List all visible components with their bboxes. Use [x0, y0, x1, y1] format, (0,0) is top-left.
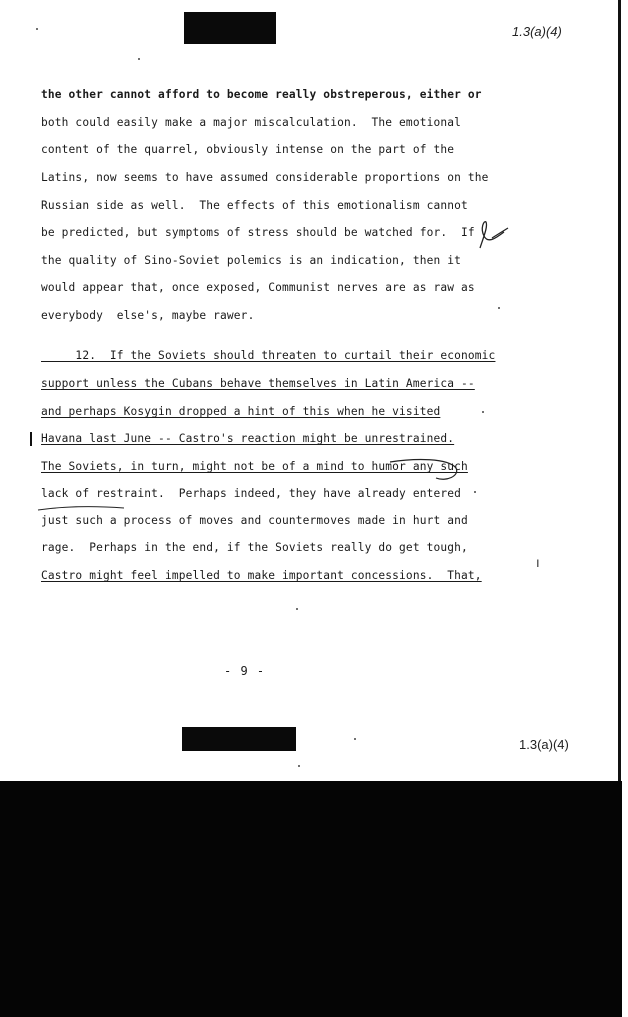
handwritten-mark-icon [474, 218, 514, 254]
para2-line-2: support unless the Cubans behave themselves in Latin America -- [41, 377, 475, 390]
para1-line-1: the other cannot afford to become really obstreperous, either or [41, 88, 482, 101]
speck [296, 608, 298, 610]
para1-line-9: everybody else's, maybe rawer. [41, 309, 255, 322]
para2-line-6: lack of restraint. Perhaps indeed, they have already entered [41, 487, 462, 500]
stray-mark: ı [536, 556, 540, 571]
speck [138, 58, 140, 60]
pen-loop-mark-icon [386, 456, 462, 484]
para2-line-8: rage. Perhaps in the end, if the Soviets really do get tough, [41, 541, 468, 554]
para1-line-2: both could easily make a major miscalculation. The emotional [41, 116, 462, 129]
speck [482, 411, 484, 413]
redaction-block-bottom [182, 727, 296, 751]
para1-line-4: Latins, now seems to have assumed considerable proportions on the [41, 171, 489, 184]
page-number: - 9 - [224, 664, 266, 678]
speck [354, 738, 356, 740]
para2-line-1: 12. If the Soviets should threaten to curtail their economic [41, 349, 496, 362]
classification-code-bottom: 1.3(a)(4) [519, 737, 569, 752]
para1-line-6: be predicted, but symptoms of stress should be watched for. If [41, 226, 475, 239]
para2-line-3: and perhaps Kosygin dropped a hint of this when he visited [41, 405, 441, 418]
page-edge-rule [618, 0, 621, 781]
speck [298, 765, 300, 767]
para2-line-4: Havana last June -- Castro's reaction might be unrestrained. [41, 432, 455, 445]
redaction-footer-block [0, 781, 622, 1017]
speck [474, 491, 476, 493]
redaction-block-top [184, 12, 276, 44]
para2-line-7: just such a process of moves and countermoves made in hurt and [41, 514, 468, 527]
speck [498, 307, 500, 309]
para2-line-5: The Soviets, in turn, might not be of a mind to humor any such [41, 460, 468, 473]
para1-line-5: Russian side as well. The effects of this emotionalism cannot [41, 199, 468, 212]
para1-line-7: the quality of Sino-Soviet polemics is an indication, then it [41, 254, 462, 267]
speck [36, 28, 38, 30]
para1-line-3: content of the quarrel, obviously intense on the part of the [41, 143, 455, 156]
pen-underline-mark-icon [36, 502, 126, 514]
margin-bar-mark [30, 432, 32, 446]
classification-code-top: 1.3(a)(4) [512, 24, 562, 39]
para1-line-8: would appear that, once exposed, Communist nerves are as raw as [41, 281, 475, 294]
para2-line-9: Castro might feel impelled to make important concessions. That, [41, 569, 482, 582]
